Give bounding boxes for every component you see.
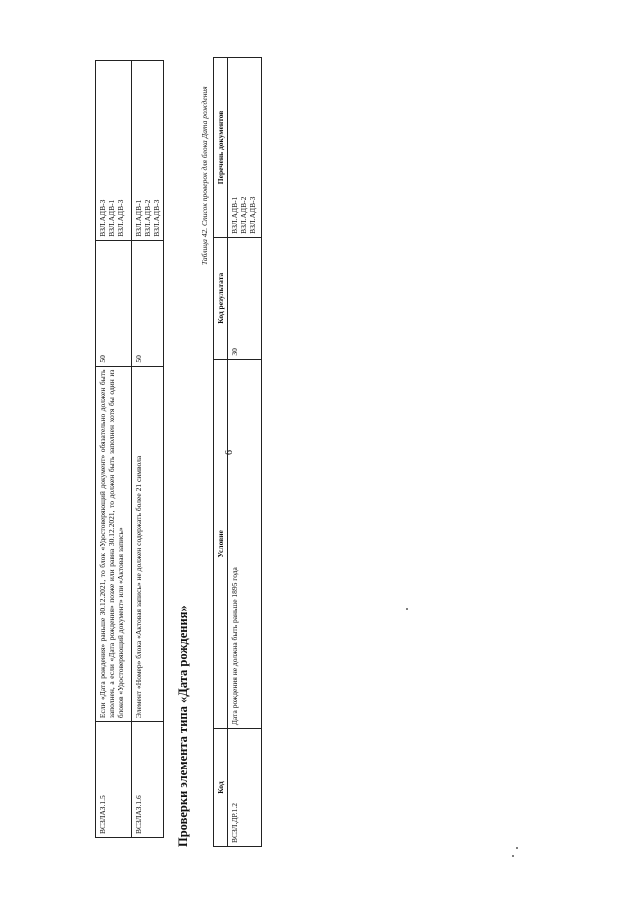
document-item: ВЗЛ.АДВ-1 [107,199,116,237]
row-documents [132,61,164,241]
header-condition: Условие [214,359,228,728]
row-result-code: 30 [228,237,262,359]
row-documents [228,58,262,238]
top-checks-table [95,60,164,838]
birth-date-checks-table [213,57,262,847]
section-title: Проверки элемента типа «Дата рождения» [176,605,190,847]
table-row [228,58,262,847]
header-documents: Перечень документов [214,58,228,238]
row-condition: Элемент «Номер» блока «Актовая запись» не должен содержать более 21 символа [132,366,164,722]
scan-speck [406,608,408,610]
scan-speck [516,847,518,849]
row-code: ВСЗЛ.ДР.1.2 [228,729,262,847]
table-row [132,61,164,838]
row-result-code: 50 [132,240,164,366]
document-item: ВЗЛ.АДВ-3 [152,199,161,237]
document-item: ВЗЛ.АДВ-3 [248,196,257,234]
row-documents [96,61,132,241]
document-item: ВЗЛ.АДВ-1 [230,196,239,234]
document-item: ВЗЛ.АДВ-2 [143,199,152,237]
document-item: ВЗЛ.АДВ-2 [239,196,248,234]
row-result-code: 50 [96,240,132,366]
document-item: ВЗЛ.АДВ-1 [134,199,143,237]
document-item: ВЗЛ.АДВ-3 [116,199,125,237]
page-number: 6 [224,450,235,455]
header-code: Код [214,729,228,847]
row-condition: Если «Дата рождения» раньше 30.12.2021, то блок «Удостоверяющий документ» обязательно должен быть заполнен, а если «Дата рождения» позже или равна 30.12.2021, то должен быть заполнен хотя бы один из блоков «Удостоверяющий документ» или «Актовая запись» [96,366,132,722]
row-code: ВСЗЛАЗ.1.5 [96,722,132,838]
table-header-row [214,58,228,847]
table-caption: Таблица 42. Список проверок для блока Дата рождения [200,86,209,265]
table-row [96,61,132,838]
row-code: ВСЗЛАЗ.1.6 [132,722,164,838]
row-condition: Дата рождения не должна быть раньше 1895 года [228,359,262,728]
document-item: ВЗЛ.АДВ-3 [98,199,107,237]
scan-speck [512,855,514,857]
header-result-code: Код результата [214,237,228,359]
